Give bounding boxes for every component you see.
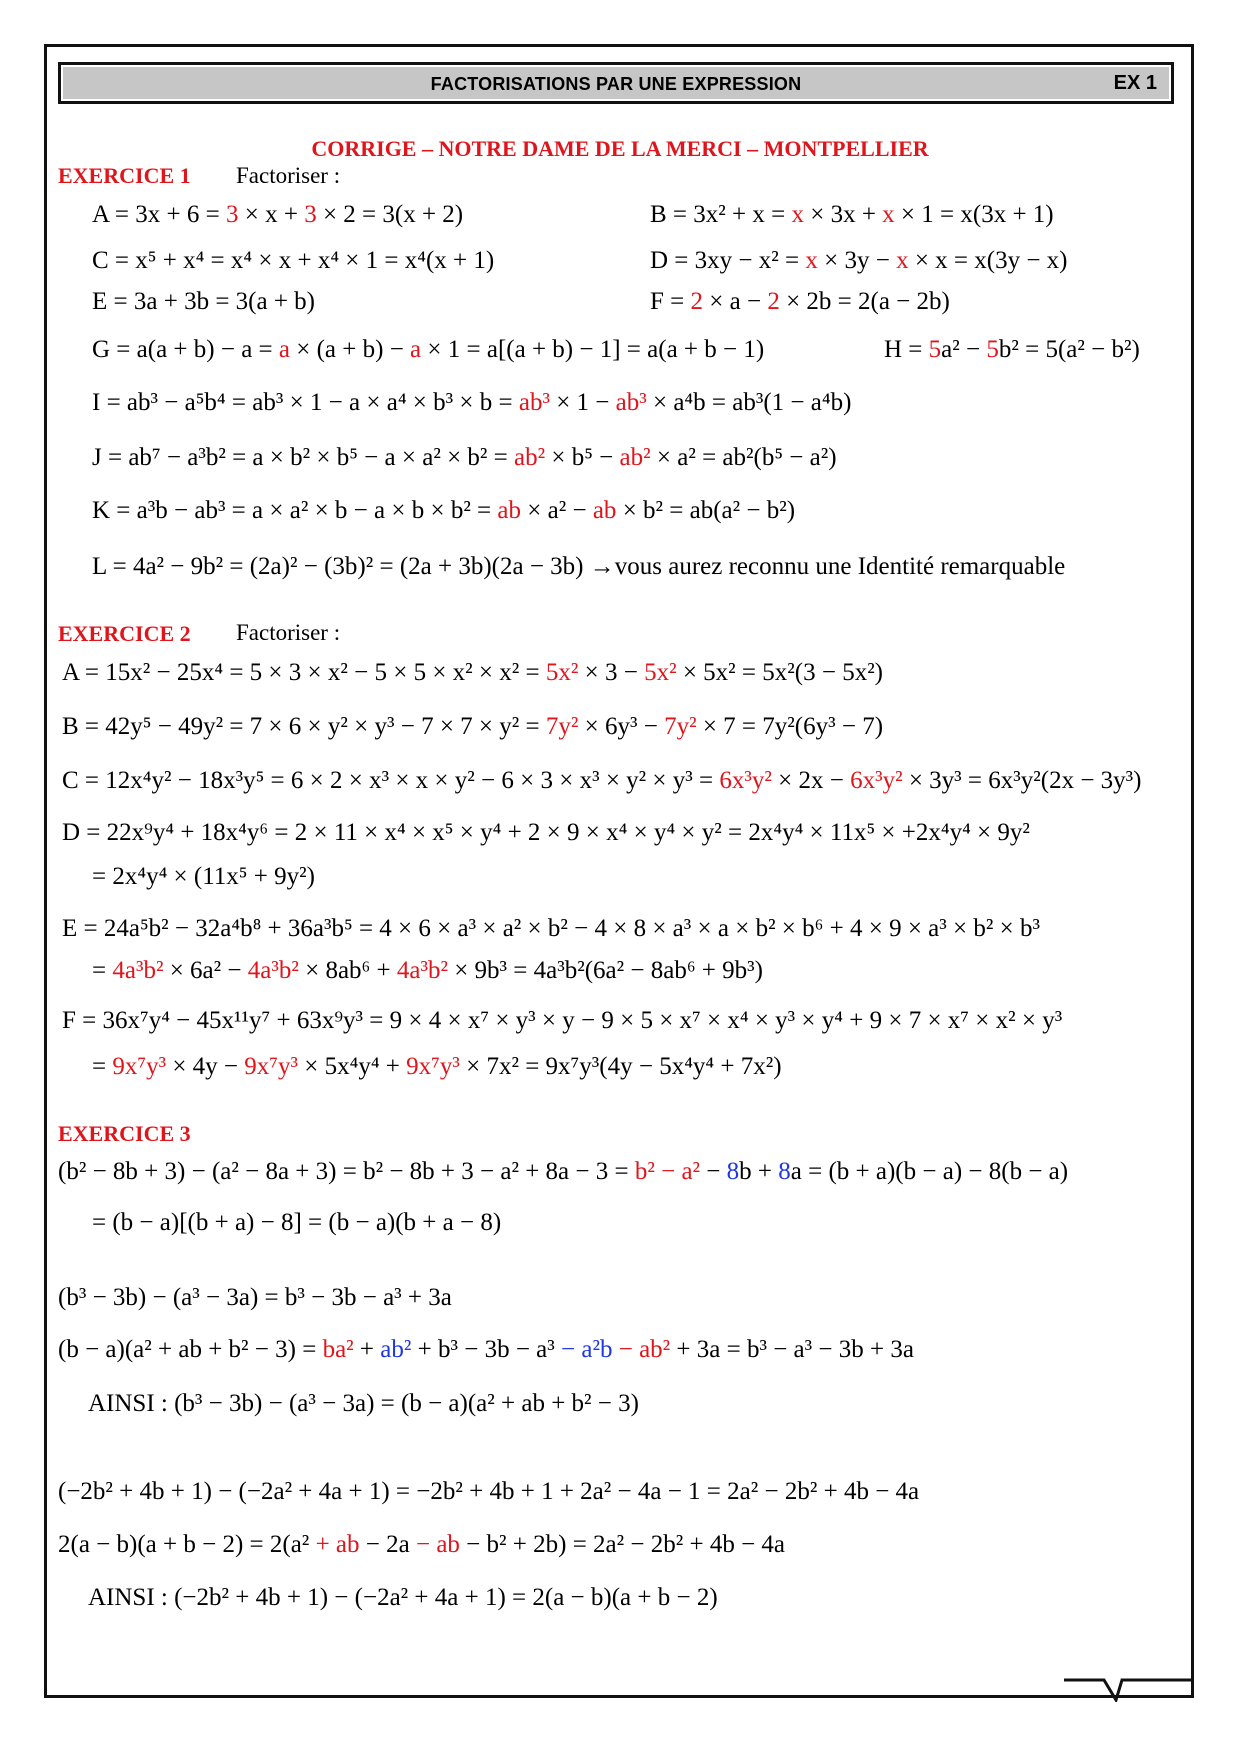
math-segment: (−2b² + 4b + 1) − (−2a² + 4a + 1) = −2b² + 4b + 1 + 2a² − 4a − 1 = 2a² − 2b² + 4b − 4a	[58, 1478, 920, 1505]
math-line	[62, 914, 1040, 944]
math-segment: 5	[986, 336, 999, 363]
exercise-1-heading: EXERCICE 1	[58, 163, 191, 188]
math-line	[92, 862, 315, 892]
math-segment: b +	[739, 1158, 779, 1185]
math-segment: × 5x⁴y⁴ +	[298, 1053, 407, 1080]
math-segment: a	[410, 336, 422, 363]
math-segment: 3	[225, 201, 239, 228]
math-segment: B = 42y⁵ − 49y² = 7 × 6 × y² × y³ − 7 × 7 × y² =	[62, 713, 546, 740]
math-line	[92, 496, 795, 526]
math-segment: x	[805, 247, 818, 274]
corner-mark-decoration	[1064, 1678, 1194, 1702]
math-line	[92, 388, 851, 418]
math-line	[92, 443, 837, 473]
math-segment: A = 15x² − 25x⁴ = 5 × 3 × x² − 5 × 5 × x² × x² =	[62, 659, 546, 686]
math-segment: × a² −	[521, 497, 593, 524]
math-line	[58, 1477, 919, 1507]
math-segment: 2	[767, 288, 780, 315]
math-segment: C = 12x⁴y² − 18x³y⁵ = 6 × 2 × x³ × x × y² − 6 × 3 × x³ × y² × y³ =	[62, 767, 720, 794]
math-segment: 6x³y²	[850, 767, 903, 794]
math-segment: ab³	[615, 389, 647, 416]
exercise-tag: EX 1	[1113, 72, 1157, 94]
math-segment: (b² − 8b + 3) − (a² − 8a + 3) = b² − 8b + 3 − a² + 8a − 3 =	[58, 1158, 635, 1185]
math-segment: × 3y −	[817, 247, 897, 274]
exercise-2-instruction: Factoriser :	[236, 620, 341, 645]
exercise-3-heading: EXERCICE 3	[58, 1121, 191, 1146]
math-segment: × 1 = a[(a + b) − 1] = a(a + b − 1)	[421, 336, 765, 363]
math-segment: D = 22x⁹y⁴ + 18x⁴y⁶ = 2 × 11 × x⁴ × x⁵ × y⁴ + 2 × 9 × x⁴ × y⁴ × y² = 2x⁴y⁴ × 11x⁵ × +2x⁴y⁴ × 9y²	[62, 819, 1030, 846]
exercise-2-heading: EXERCICE 2	[58, 621, 191, 646]
math-segment: K = a³b − ab³ = a × a² × b − a × b × b² =	[92, 497, 498, 524]
math-segment: B = 3x² + x =	[650, 201, 792, 228]
math-segment: × 2x −	[771, 767, 851, 794]
math-segment: + 3a = b³ − a³ − 3b + 3a	[670, 1336, 914, 1363]
math-segment: (b − a)(a² + ab + b² − 3) =	[58, 1336, 323, 1363]
math-segment: L = 4a² − 9b² = (2a)² − (3b)² = (2a + 3b)(2a − 3b) →vous aurez reconnu une Identité remarquable	[92, 553, 1066, 580]
math-segment: AINSI : (−2b² + 4b + 1) − (−2a² + 4a + 1) = 2(a − b)(a + b − 2)	[88, 1584, 718, 1611]
math-line	[58, 1335, 914, 1365]
math-segment: × 4y −	[166, 1053, 245, 1080]
math-segment: × 3 −	[578, 659, 645, 686]
math-segment: × 8ab⁶ +	[298, 957, 397, 984]
math-segment: × 2b = 2(a − 2b)	[779, 288, 950, 315]
math-segment: = (b − a)[(b + a) − 8] = (b − a)(b + a − 8)	[92, 1209, 502, 1236]
math-segment: 2	[690, 288, 704, 315]
math-segment: × 3y³ = 6x³y²(2x − 3y³)	[902, 767, 1142, 794]
math-line	[92, 287, 315, 317]
math-segment: × b⁵ −	[545, 444, 620, 471]
math-line	[92, 552, 1065, 582]
math-segment: 9x⁷y³	[112, 1053, 167, 1080]
math-segment: 3	[304, 201, 317, 228]
math-line	[88, 1583, 718, 1613]
math-segment: AINSI : (b³ − 3b) − (a³ − 3a) = (b − a)(a² + ab + b² − 3)	[88, 1390, 639, 1417]
math-segment: ba²	[322, 1336, 354, 1363]
math-segment: × 6y³ −	[578, 713, 665, 740]
math-line	[92, 246, 494, 276]
math-line	[88, 1389, 639, 1419]
math-segment: × a⁴b = ab³(1 − a⁴b)	[646, 389, 852, 416]
math-segment: 5	[928, 336, 942, 363]
math-line	[58, 1157, 1068, 1187]
math-line	[650, 200, 1054, 230]
math-line	[884, 335, 1140, 365]
math-segment: × 3x +	[803, 201, 883, 228]
math-segment: F =	[650, 288, 691, 315]
math-segment: 8	[778, 1158, 791, 1185]
math-segment: +	[353, 1336, 381, 1363]
math-line	[62, 818, 1030, 848]
math-segment: 4a³b²	[396, 957, 448, 984]
math-segment: × 2 = 3(x + 2)	[316, 201, 464, 228]
math-line	[92, 1208, 501, 1238]
math-segment: H =	[884, 336, 929, 363]
math-segment: × 5x² = 5x²(3 − 5x²)	[676, 659, 884, 686]
math-segment: a = (b + a)(b − a) − 8(b − a)	[790, 1158, 1069, 1185]
math-segment: 4a³b²	[247, 957, 299, 984]
math-segment: × (a + b) −	[290, 336, 411, 363]
math-segment: A = 3x + 6 =	[92, 201, 226, 228]
math-segment: E = 24a⁵b² − 32a⁴b⁸ + 36a³b⁵ = 4 × 6 × a³ × a² × b² − 4 × 8 × a³ × a × b² × b⁶ + 4 × 9 × a³ × b² × b³	[62, 915, 1040, 942]
math-segment: × 7 = 7y²(6y³ − 7)	[696, 713, 884, 740]
math-segment: 5x²	[545, 659, 579, 686]
math-segment: 6x³y²	[719, 767, 772, 794]
math-segment: 9x⁷y³	[406, 1053, 460, 1080]
math-segment: x	[791, 201, 804, 228]
math-segment: − ab²	[618, 1336, 671, 1363]
math-segment: − 2a	[359, 1531, 416, 1558]
math-segment: b² = 5(a² − b²)	[998, 336, 1140, 363]
math-segment: × a −	[703, 288, 768, 315]
math-segment: a	[278, 336, 290, 363]
math-segment: = 2x⁴y⁴ × (11x⁵ + 9y²)	[92, 863, 315, 890]
math-segment: 9x⁷y³	[244, 1053, 298, 1080]
math-segment: × 1 −	[549, 389, 616, 416]
math-segment: b² − a²	[634, 1158, 701, 1185]
math-segment: × x +	[238, 201, 305, 228]
math-segment: x	[882, 201, 895, 228]
math-segment: × 6a² −	[163, 957, 248, 984]
math-segment: ab	[497, 497, 522, 524]
math-line	[92, 335, 764, 365]
math-segment: F = 36x⁷y⁴ − 45x¹¹y⁷ + 63x⁹y³ = 9 × 4 × x⁷ × y³ × y − 9 × 5 × x⁷ × x⁴ × y³ × y⁴ + 9 × 7 × x⁷ × x² × y³	[62, 1007, 1063, 1034]
math-line	[650, 287, 950, 317]
math-line	[650, 246, 1068, 276]
math-segment: ab³	[518, 389, 550, 416]
math-segment: × b² = ab(a² − b²)	[616, 497, 796, 524]
math-line	[58, 1530, 785, 1560]
math-line	[62, 766, 1142, 796]
exercise-1-instruction: Factoriser :	[236, 163, 341, 188]
math-segment: ab²	[514, 444, 546, 471]
math-segment: 7y²	[545, 713, 579, 740]
math-segment: ab²	[619, 444, 651, 471]
math-segment: ab	[592, 497, 617, 524]
math-segment: (b³ − 3b) − (a³ − 3a) = b³ − 3b − a³ + 3a	[58, 1284, 452, 1311]
header-title: FACTORISATIONS PAR UNE EXPRESSION	[430, 74, 802, 94]
math-segment: =	[92, 1053, 113, 1080]
math-segment: × 1 = x(3x + 1)	[894, 201, 1054, 228]
math-line	[92, 1052, 782, 1082]
math-segment: × 7x² = 9x⁷y³(4y − 5x⁴y⁴ + 7x²)	[459, 1053, 782, 1080]
math-segment: x	[896, 247, 909, 274]
math-segment: 2(a − b)(a + b − 2) = 2(a²	[58, 1531, 316, 1558]
math-segment: 8	[726, 1158, 740, 1185]
math-segment: a² −	[941, 336, 987, 363]
math-segment: D = 3xy − x² =	[650, 247, 806, 274]
math-line	[92, 956, 763, 986]
math-line	[58, 1283, 452, 1313]
math-segment: + ab	[315, 1531, 360, 1558]
math-segment: ab²	[380, 1336, 412, 1363]
subtitle: CORRIGE – NOTRE DAME DE LA MERCI – MONTPELLIER	[311, 136, 929, 161]
math-segment: J = ab⁷ − a³b² = a × b² × b⁵ − a × a² × b² =	[92, 444, 515, 471]
math-line	[62, 712, 883, 742]
math-line	[62, 658, 883, 688]
math-line	[62, 1006, 1062, 1036]
math-line	[92, 200, 463, 230]
math-segment: × x = x(3y − x)	[908, 247, 1068, 274]
math-segment: × a² = ab²(b⁵ − a²)	[650, 444, 837, 471]
math-segment: G = a(a + b) − a =	[92, 336, 279, 363]
math-segment: 4a³b²	[112, 957, 164, 984]
math-segment: −	[700, 1158, 727, 1185]
math-segment: =	[92, 957, 113, 984]
math-segment: C = x⁵ + x⁴ = x⁴ × x + x⁴ × 1 = x⁴(x + 1)	[92, 247, 495, 274]
math-segment: − a²b	[561, 1336, 613, 1363]
math-segment: 7y²	[664, 713, 697, 740]
math-segment: E = 3a + 3b = 3(a + b)	[92, 288, 316, 315]
math-segment: 5x²	[644, 659, 677, 686]
math-segment: − ab	[415, 1531, 460, 1558]
math-segment: × 9b³ = 4a³b²(6a² − 8ab⁶ + 9b³)	[447, 957, 763, 984]
header-banner	[58, 62, 1174, 104]
math-segment: − b² + 2b) = 2a² − 2b² + 4b − 4a	[459, 1531, 786, 1558]
math-segment: I = ab³ − a⁵b⁴ = ab³ × 1 − a × a⁴ × b³ × b =	[92, 389, 519, 416]
math-segment: + b³ − 3b − a³	[411, 1336, 562, 1363]
